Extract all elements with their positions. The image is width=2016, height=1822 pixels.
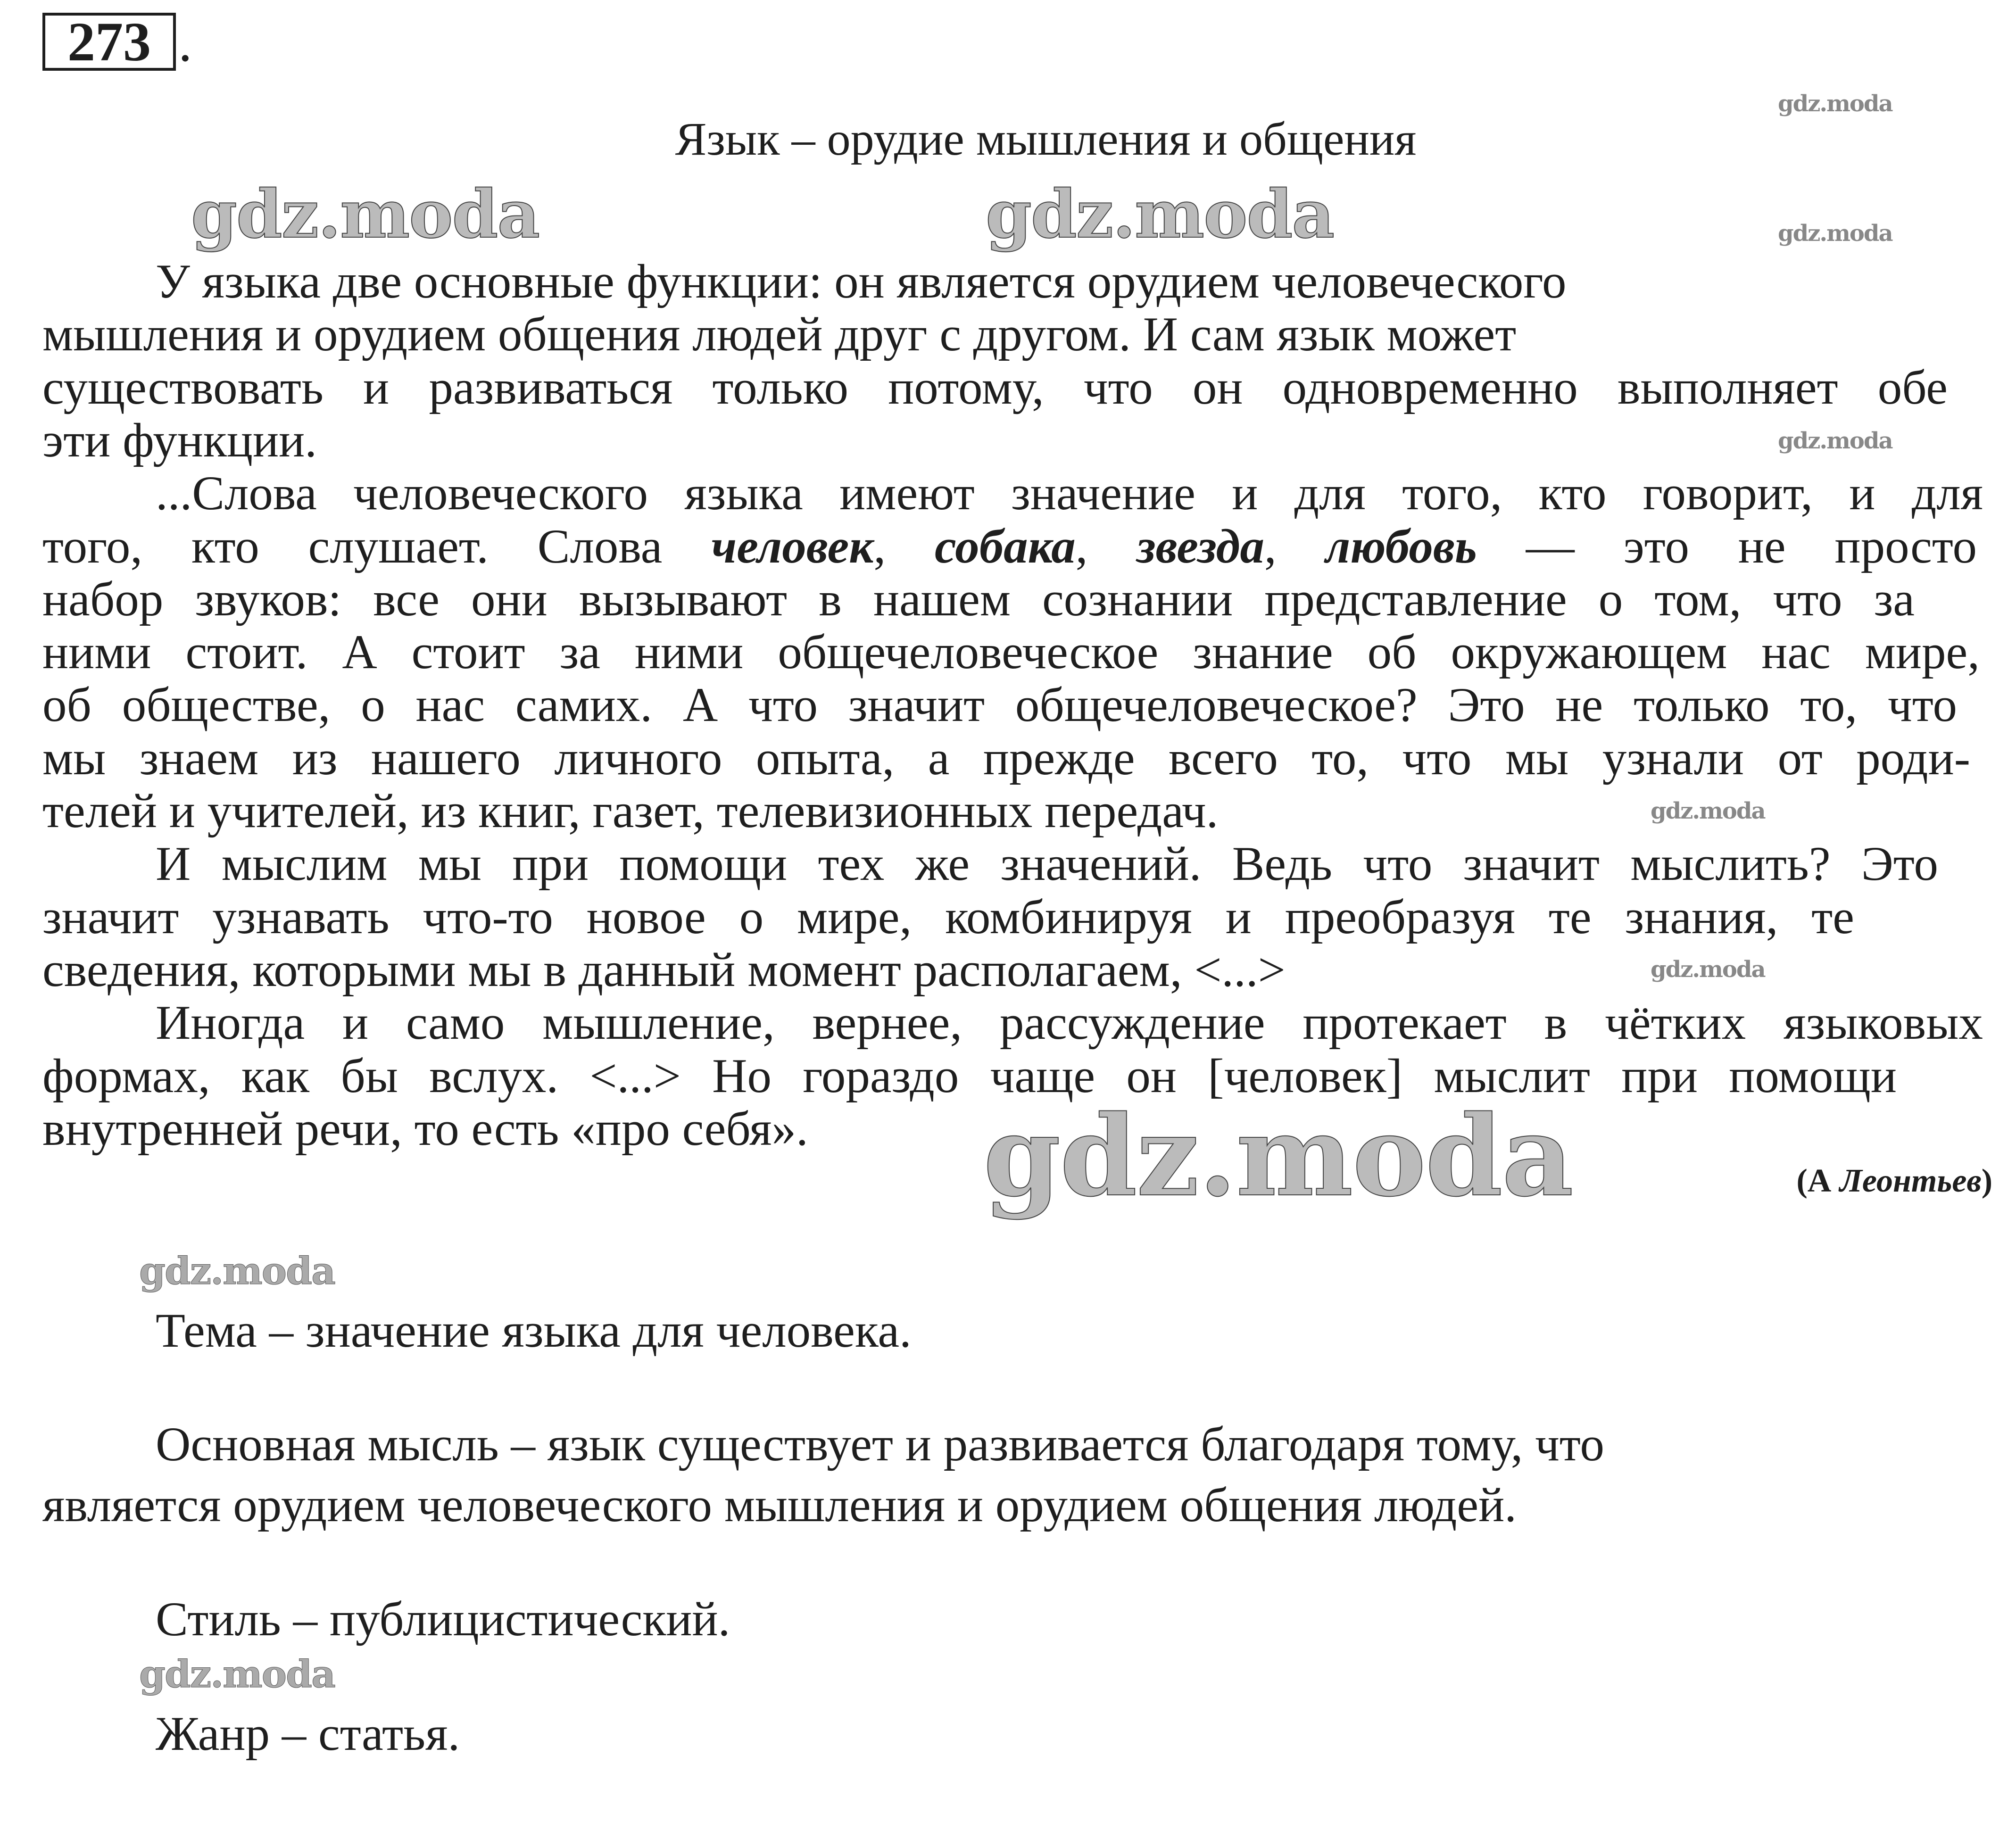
text-segment: того, кто слушает. Слова (42, 519, 712, 573)
watermark: gdz.moda (1651, 798, 1765, 824)
attribution-author: Леонтьев (1839, 1163, 1982, 1199)
watermark: gdz.moda (191, 176, 539, 253)
text-line (42, 520, 1977, 573)
text-segment: , (1075, 519, 1137, 573)
emphasized-word: звезда (1137, 519, 1265, 573)
text-segment: мы знаем из нашего личного опыта, а прежде всего то, что мы узнали от роди- (42, 731, 1970, 785)
answer-main-idea-cont: является орудием человеческого мышления и орудием общения людей. (42, 1478, 1517, 1532)
text-line (42, 1050, 1897, 1102)
text-segment: У языка две основные функции: он является орудием человеческого (156, 255, 1567, 308)
text-segment: об обществе, о нас самих. А что значит общечеловеческое? Это не только то, что (42, 678, 1957, 732)
text-segment: набор звуков: все они вызывают в нашем сознании представление о том, что за (42, 572, 1915, 626)
text-segment: ...Слова человеческого языка имеют значение и для того, кто говорит, и для (156, 466, 1983, 521)
text-segment: Иногда и само мышление, вернее, рассуждение протекает в чётких языковых (156, 996, 1983, 1050)
text-line (156, 467, 1983, 520)
text-segment: внутренней речи, то есть «про себя». (42, 1101, 808, 1156)
text-line (42, 414, 317, 467)
text-segment: , (873, 519, 935, 573)
text-segment: — это не просто (1477, 519, 1977, 573)
text-title: Язык – орудие мышления и общения (675, 113, 1417, 165)
text-segment: телей и учителей, из книг, газет, телевизионных передач. (42, 784, 1219, 838)
emphasized-word: собака (935, 519, 1076, 573)
answer-main-idea: Основная мысль – язык существует и развивается благодаря тому, что (156, 1417, 1605, 1471)
text-segment: значит узнавать что-то новое о мире, комбинируя и преобразуя те знания, те (42, 890, 1854, 944)
answer-theme: Тема – значение языка для человека. (156, 1304, 912, 1358)
emphasized-word: человек (711, 519, 874, 573)
text-segment: И мыслим мы при помощи тех же значений. Ведь что значит мыслить? Это (156, 837, 1938, 891)
attribution (1796, 1160, 1992, 1202)
text-line (42, 361, 1948, 414)
text-line (42, 308, 1516, 361)
text-line (42, 626, 1980, 679)
text-segment: эти функции. (42, 413, 317, 467)
text-segment: существовать и развиваться только потому, что он одновременно выполняет обе (42, 360, 1948, 414)
answer-style: Стиль – публицистический. (156, 1592, 730, 1646)
text-line (42, 573, 1915, 626)
text-line (42, 944, 1286, 996)
watermark: gdz.moda (139, 1249, 335, 1293)
text-line (42, 732, 1970, 785)
text-segment: , (1264, 519, 1326, 573)
text-segment: формах, как бы вслух. <...> Но гораздо чаще он [человек] мыслит при помощи (42, 1049, 1897, 1103)
exercise-number: 273 (42, 13, 176, 71)
text-segment: ними стоит. А стоит за ними общечеловеческое знание об окружающем нас мире, (42, 625, 1980, 679)
watermark: gdz.moda (139, 1652, 335, 1696)
watermark: gdz.moda (1778, 428, 1892, 454)
text-line (156, 837, 1938, 890)
attribution-close: ) (1981, 1163, 1992, 1199)
text-line (42, 1102, 808, 1155)
text-segment: сведения, которыми мы в данный момент располагаем, <...> (42, 943, 1286, 997)
text-line (42, 785, 1218, 837)
exercise-number-dot: . (178, 11, 192, 73)
text-line (42, 679, 1957, 731)
answer-genre: Жанр – статья. (156, 1707, 460, 1761)
text-line (156, 996, 1983, 1049)
watermark: gdz.moda (1651, 956, 1765, 983)
text-line (156, 255, 1567, 308)
text-line (42, 891, 1854, 944)
watermark: gdz.moda (986, 176, 1334, 253)
watermark: gdz.moda (1778, 220, 1892, 247)
attribution-open: (А (1796, 1163, 1840, 1199)
watermark: gdz.moda (983, 1091, 1573, 1221)
text-segment: мышления и орудием общения людей друг с другом. И сам язык может (42, 307, 1517, 362)
watermark: gdz.moda (1778, 91, 1892, 117)
emphasized-word: любовь (1325, 519, 1477, 573)
